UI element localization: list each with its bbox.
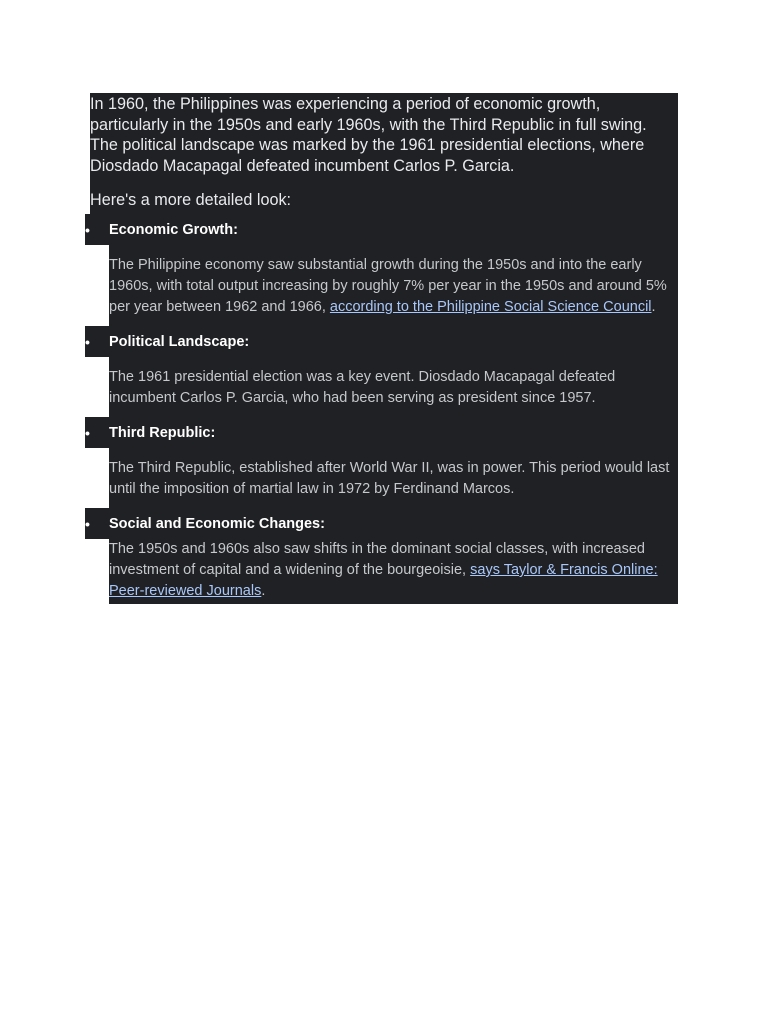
- item-heading-label: Economic Growth:: [109, 222, 238, 238]
- item-body-suffix: .: [651, 299, 656, 315]
- item-heading: [85, 326, 678, 357]
- source-link[interactable]: according to the Philippine Social Science Council: [329, 299, 652, 315]
- item-body: [109, 245, 678, 326]
- list-item: [85, 326, 678, 417]
- item-heading-label: Political Landscape:: [109, 334, 250, 350]
- list-item: [85, 508, 678, 604]
- item-body-text: The Third Republic, established after World War II, was in power. This period would last until the imposition of martial law in 1972 by Ferdinand Marcos.: [109, 460, 670, 497]
- bullet-dot-icon: •: [85, 334, 90, 350]
- item-heading-label: Social and Economic Changes:: [109, 516, 325, 532]
- intro-paragraph: In 1960, the Philippines was experiencing a period of economic growth, particularly in the 1950s and early 1960s, with the Third Republic in full swing. The political landscape was marked by the 1961 presidential elections, where Diosdado Macapagal defeated incumbent Carlos P. Garcia.: [90, 95, 647, 175]
- item-body: [109, 448, 678, 508]
- list-item: [85, 214, 678, 326]
- item-body: [109, 539, 678, 604]
- topic-list: [85, 214, 678, 604]
- item-heading: [85, 508, 678, 539]
- item-body-suffix: .: [261, 583, 266, 599]
- item-heading: [85, 417, 678, 448]
- bullet-dot-icon: •: [85, 425, 90, 441]
- source-link[interactable]: says Taylor & Francis Online: Peer-reviewed Journals: [109, 562, 658, 599]
- item-body-text: The Philippine economy saw substantial growth during the 1950s and into the early 1960s, with total output increasing by roughly 7% per year in the 1950s and around 5% per year between 1962 and 1966,: [109, 257, 667, 315]
- item-body-text: The 1961 presidential election was a key event. Diosdado Macapagal defeated incumbent Carlos P. Garcia, who had been serving as president since 1957.: [109, 369, 616, 406]
- item-heading: [85, 214, 678, 245]
- list-item: [85, 417, 678, 508]
- intro-block: [90, 93, 678, 179]
- lead-text: Here's a more detailed look:: [90, 179, 678, 214]
- item-heading-label: Third Republic:: [109, 425, 216, 441]
- item-body: [109, 357, 678, 417]
- bullet-dot-icon: •: [85, 516, 90, 532]
- item-body-text: The 1950s and 1960s also saw shifts in the dominant social classes, with increased investment of capital and a widening of the bourgeoisie,: [109, 541, 645, 578]
- document-page: [85, 93, 678, 604]
- bullet-dot-icon: •: [85, 222, 90, 238]
